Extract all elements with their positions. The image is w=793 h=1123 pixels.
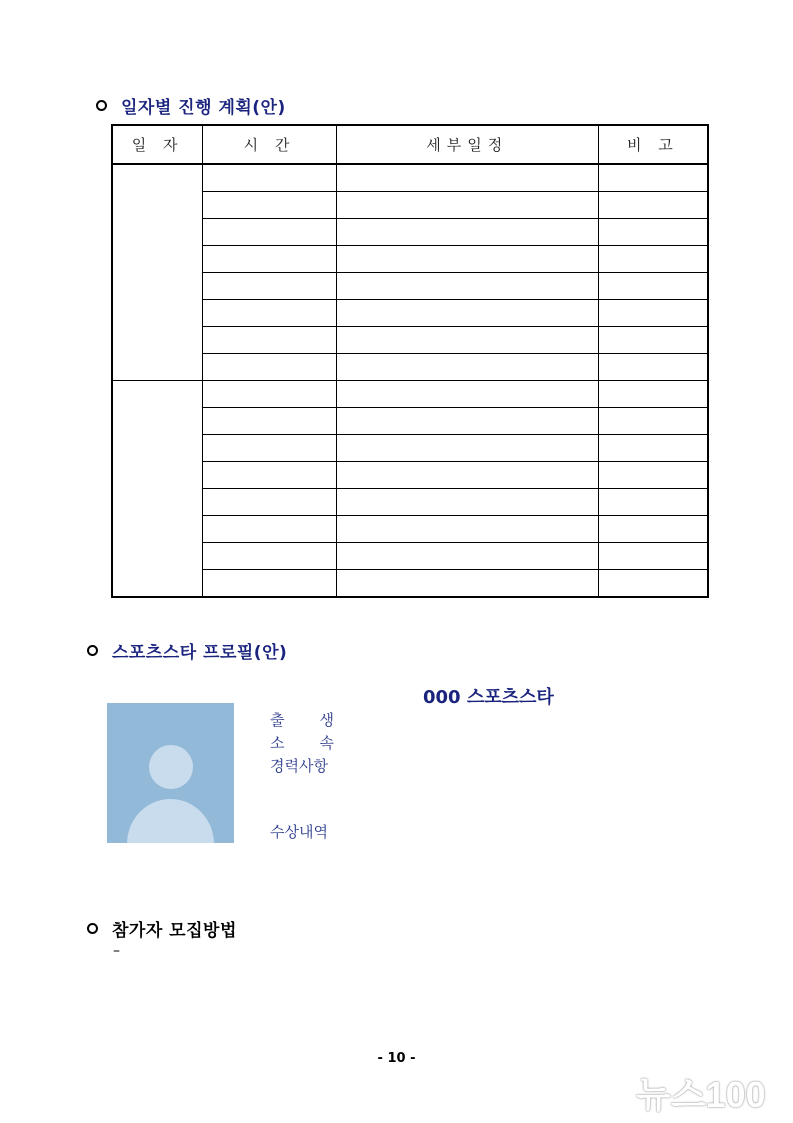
time-cell[interactable]	[203, 192, 337, 219]
schedule-table	[111, 124, 709, 598]
circle-bullet-icon	[87, 923, 98, 934]
profile-section-heading	[87, 638, 287, 663]
note-cell[interactable]	[598, 381, 708, 408]
header-date: 일 자	[112, 125, 203, 164]
recruit-heading-text: 참가자 모집방법	[112, 921, 237, 941]
date-cell[interactable]	[112, 164, 203, 381]
note-cell[interactable]	[598, 543, 708, 570]
birth-label-char-2: 생	[319, 711, 334, 729]
date-cell[interactable]	[112, 381, 203, 598]
profile-heading-text: 스포츠스타 프로필(안)	[112, 643, 288, 663]
detail-cell[interactable]	[336, 219, 598, 246]
time-cell[interactable]	[203, 327, 337, 354]
time-cell[interactable]	[203, 516, 337, 543]
recruit-section-heading	[87, 916, 237, 941]
avatar-body	[127, 799, 214, 843]
profile-name: 000 스포츠스타	[423, 687, 554, 708]
detail-cell[interactable]	[336, 408, 598, 435]
avatar-head	[149, 745, 193, 789]
note-cell[interactable]	[598, 516, 708, 543]
detail-cell[interactable]	[336, 164, 598, 192]
time-cell[interactable]	[203, 489, 337, 516]
time-cell[interactable]	[203, 543, 337, 570]
time-cell[interactable]	[203, 219, 337, 246]
detail-cell[interactable]	[336, 246, 598, 273]
time-cell[interactable]	[203, 381, 337, 408]
header-note: 비 고	[598, 125, 708, 164]
note-cell[interactable]	[598, 570, 708, 598]
detail-cell[interactable]	[336, 489, 598, 516]
note-cell[interactable]	[598, 435, 708, 462]
affiliation-label-char-1: 소	[270, 734, 285, 752]
time-cell[interactable]	[203, 570, 337, 598]
awards-label: 수상내역	[270, 823, 328, 841]
person-placeholder-icon	[107, 703, 234, 843]
detail-cell[interactable]	[336, 327, 598, 354]
affiliation-label	[270, 732, 334, 753]
circle-bullet-icon	[87, 645, 98, 656]
note-cell[interactable]	[598, 219, 708, 246]
table-row	[112, 164, 708, 192]
time-cell[interactable]	[203, 164, 337, 192]
note-cell[interactable]	[598, 300, 708, 327]
note-cell[interactable]	[598, 354, 708, 381]
career-label: 경력사항	[270, 757, 328, 775]
time-cell[interactable]	[203, 300, 337, 327]
recruit-dash: –	[113, 943, 120, 959]
detail-cell[interactable]	[336, 435, 598, 462]
note-cell[interactable]	[598, 246, 708, 273]
table-header-row	[112, 125, 708, 164]
time-cell[interactable]	[203, 462, 337, 489]
schedule-heading-text: 일자별 진행 계획(안)	[121, 98, 286, 118]
affiliation-label-char-2: 속	[319, 734, 334, 752]
watermark-logo: 뉴스100	[636, 1074, 766, 1115]
birth-label-char-1: 출	[270, 711, 285, 729]
note-cell[interactable]	[598, 164, 708, 192]
time-cell[interactable]	[203, 354, 337, 381]
detail-cell[interactable]	[336, 354, 598, 381]
time-cell[interactable]	[203, 408, 337, 435]
detail-cell[interactable]	[336, 516, 598, 543]
note-cell[interactable]	[598, 273, 708, 300]
table-row	[112, 381, 708, 408]
time-cell[interactable]	[203, 246, 337, 273]
schedule-section-heading	[96, 93, 286, 118]
page-number: - 10 -	[377, 1051, 416, 1066]
detail-cell[interactable]	[336, 570, 598, 598]
time-cell[interactable]	[203, 435, 337, 462]
note-cell[interactable]	[598, 462, 708, 489]
detail-cell[interactable]	[336, 273, 598, 300]
detail-cell[interactable]	[336, 543, 598, 570]
note-cell[interactable]	[598, 327, 708, 354]
header-detail: 세부일정	[336, 125, 598, 164]
circle-bullet-icon	[96, 100, 107, 111]
birth-label	[270, 709, 334, 730]
header-time: 시 간	[203, 125, 337, 164]
note-cell[interactable]	[598, 192, 708, 219]
detail-cell[interactable]	[336, 192, 598, 219]
time-cell[interactable]	[203, 273, 337, 300]
detail-cell[interactable]	[336, 462, 598, 489]
note-cell[interactable]	[598, 489, 708, 516]
detail-cell[interactable]	[336, 300, 598, 327]
detail-cell[interactable]	[336, 381, 598, 408]
note-cell[interactable]	[598, 408, 708, 435]
